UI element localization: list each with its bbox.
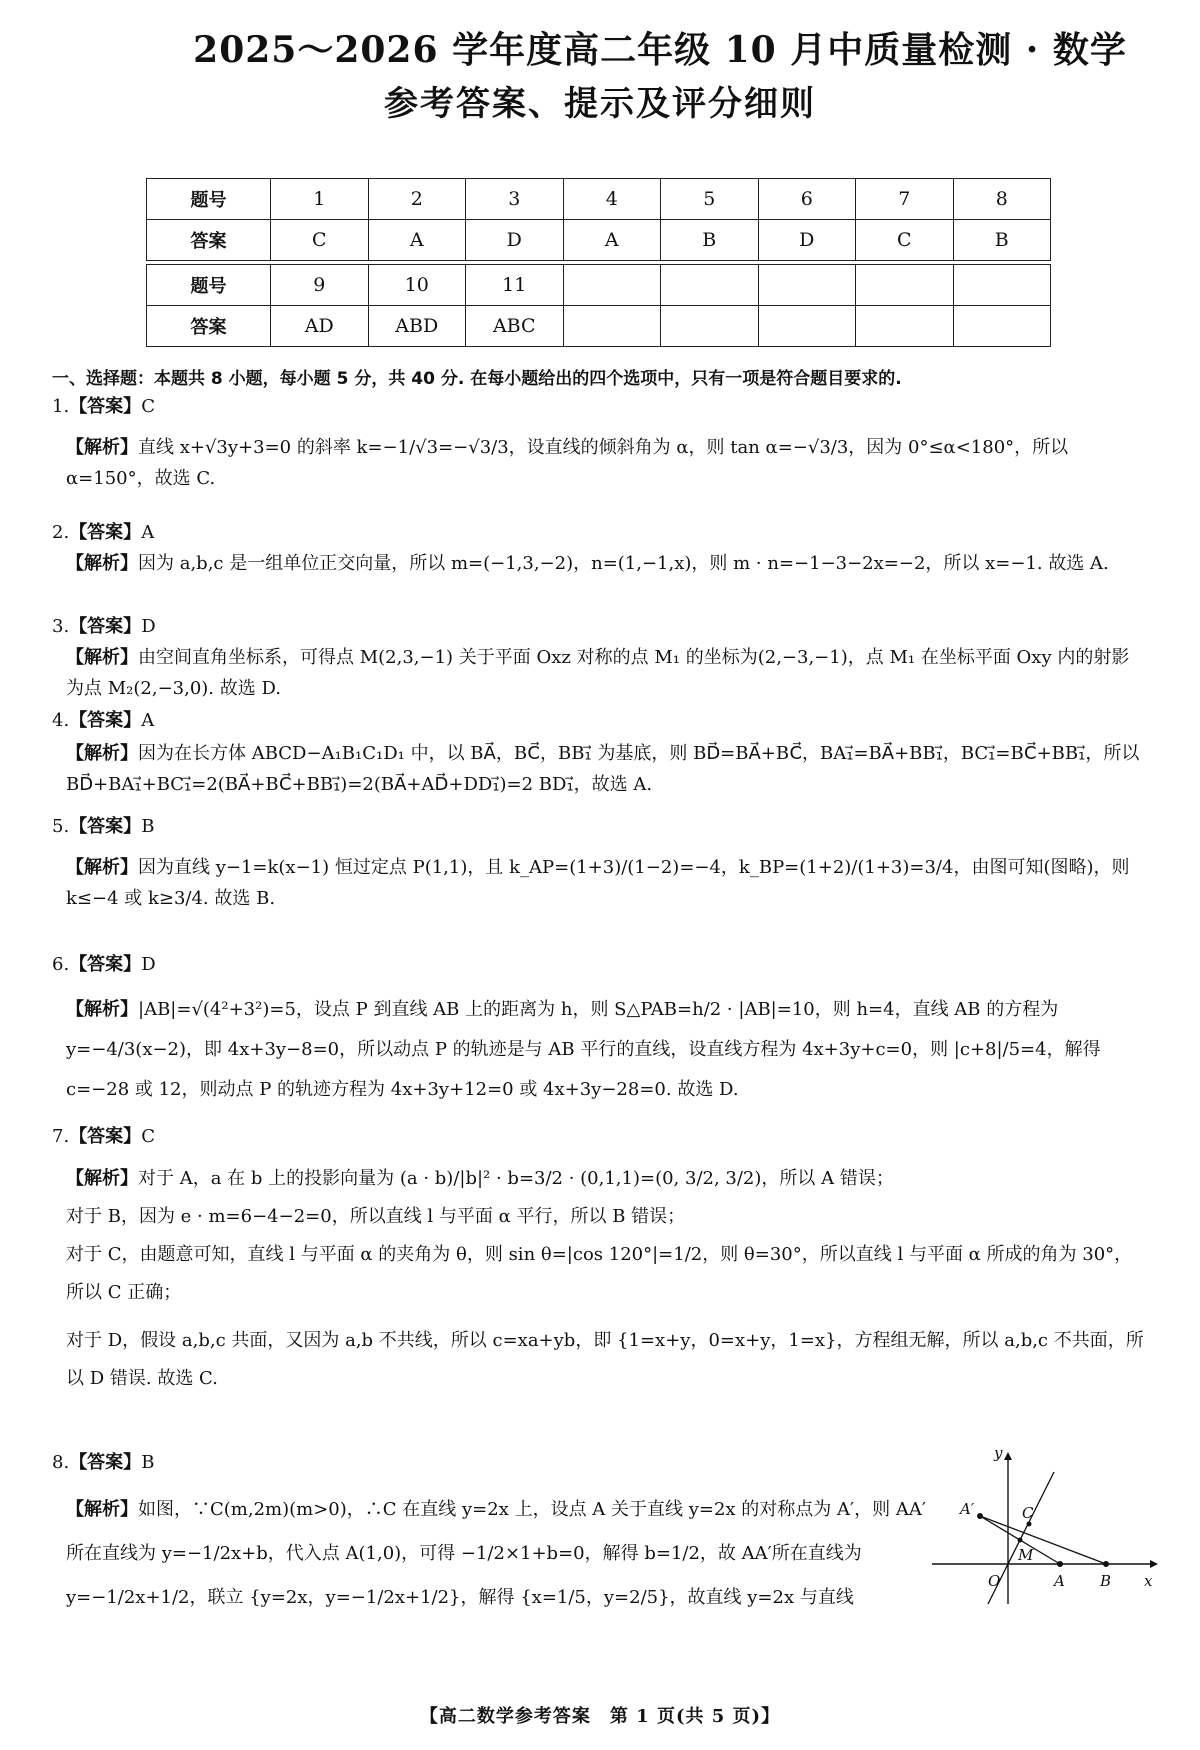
question-number: 1: [271, 179, 369, 220]
label-x: x: [1144, 1572, 1153, 1590]
answer-cell: ABD: [368, 306, 466, 347]
answer-cell: ABC: [466, 306, 564, 347]
answer-line-q4: 4.【答案】A: [52, 710, 155, 731]
section-title: 一、选择题：本题共 8 小题，每小题 5 分，共 40 分. 在每小题给出的四个选项中，只有一项是符合题目要求的.: [52, 369, 902, 389]
question-number: [856, 265, 954, 306]
answer-line-q3: 3.【答案】D: [52, 616, 156, 637]
analysis-q7: 【解析】对于 A，a 在 b 上的投影向量为 (a · b)/|b|² · b=3/2 · (0,1,1)=(0, 3/2, 3/2)，所以 A 错误； 对于 B，因为 e · m=6−4−2=0，所以直线 l 与平面 α 平行，所以 B 错误； 对于 C，由题意可知，直线 l 与平面 α 的夹角为 θ，则 sin θ=|cos 120°|=1/2，则 θ=30°，所以直线 l 与平面 α 所成的角为 30°，所以 C 正确； 对于 D，假设 a,b,c 共面，又因为 a,b 不共线，所以 c=xa+yb，即 {1=x+y，0=x+y，1=x}，方程组无解，所以 a,b,c 不共面，所以 D 错误. 故选 C.: [66, 1168, 1144, 1389]
y-axis-arrow-icon: [1004, 1452, 1012, 1460]
question-number: 8: [953, 179, 1051, 220]
answer-cell: [758, 306, 856, 347]
answer-cell: AD: [271, 306, 369, 347]
answer-cell: [856, 306, 954, 347]
row-label-number: 题号: [147, 179, 271, 220]
question-number: 2: [368, 179, 466, 220]
answer-cell: [563, 306, 661, 347]
label-m: M: [1018, 1546, 1034, 1564]
question-number: [953, 265, 1051, 306]
question-number: 7: [856, 179, 954, 220]
question-number: [758, 265, 856, 306]
answer-cell: D: [758, 220, 856, 261]
answer-cell: C: [856, 220, 954, 261]
analysis-q2: 【解析】因为 a,b,c 是一组单位正交向量，所以 m=(−1,3,−2)，n=(1,−1,x)，则 m · n=−1−3−2x=−2，所以 x=−1. 故选 A.: [66, 553, 1109, 574]
label-a-prime: A′: [960, 1500, 975, 1518]
x-axis-arrow-icon: [1150, 1560, 1158, 1568]
row-label-answer: 答案: [147, 220, 271, 261]
analysis-q3: 【解析】由空间直角坐标系，可得点 M(2,3,−1) 关于平面 Oxz 对称的点 M₁ 的坐标为(2,−3,−1)，点 M₁ 在坐标平面 Oxy 内的射影为点 M₂(2,−3,0). 故选 D.: [66, 647, 1130, 699]
table-row-answers: [147, 306, 1051, 347]
coordinate-figure: [928, 1446, 1158, 1606]
label-a: A: [1054, 1572, 1065, 1590]
answer-cell: D: [466, 220, 564, 261]
answer-line-q6: 6.【答案】D: [52, 954, 156, 975]
label-b: B: [1100, 1572, 1112, 1590]
answer-cell: [661, 306, 759, 347]
page-subtitle: 参考答案、提示及评分细则: [384, 84, 816, 124]
answer-line-q2: 2.【答案】A: [52, 522, 155, 543]
row-label-number: 题号: [147, 265, 271, 306]
label-y: y: [994, 1446, 1003, 1462]
answer-cell: B: [661, 220, 759, 261]
answer-line-q5: 5.【答案】B: [52, 816, 155, 837]
question-number: 9: [271, 265, 369, 306]
line-a-prime-b: [980, 1516, 1106, 1564]
question-number: [661, 265, 759, 306]
answer-table-part1: [146, 178, 1051, 261]
question-number: [563, 265, 661, 306]
answer-line-q8: 8.【答案】B: [52, 1452, 155, 1473]
answer-table-part2: [146, 264, 1051, 347]
row-label-answer: 答案: [147, 306, 271, 347]
question-number: 5: [661, 179, 759, 220]
point-b: [1103, 1561, 1109, 1567]
point-c: [1027, 1522, 1032, 1527]
answer-line-q1: 1.【答案】C: [52, 396, 155, 417]
answer-line-q7: 7.【答案】C: [52, 1126, 155, 1147]
analysis-q5: 【解析】因为直线 y−1=k(x−1) 恒过定点 P(1,1)，且 k_AP=(1+3)/(1−2)=−4，k_BP=(1+2)/(1+3)=3/4，由图可知(图略)，则 k≤−4 或 k≥3/4. 故选 B.: [66, 857, 1130, 909]
analysis-q1: 【解析】直线 x+√3y+3=0 的斜率 k=−1/√3=−√3/3，设直线的倾斜角为 α，则 tan α=−√3/3，因为 0°≤α<180°，所以 α=150°，故选 C.: [66, 437, 1069, 489]
question-number: 6: [758, 179, 856, 220]
answer-cell: A: [563, 220, 661, 261]
analysis-q8: 【解析】如图，∵C(m,2m)(m>0)，∴C 在直线 y=2x 上，设点 A 关于直线 y=2x 的对称点为 A′，则 AA′所在直线为 y=−1/2x+b，代入点 A(1,0)，可得 −1/2×1+b=0，解得 b=1/2，故 AA′所在直线为 y=−1/2x+1/2，联立 {y=2x，y=−1/2x+1/2}，解得 {x=1/5，y=2/5}，故直线 y=2x 与直线: [66, 1499, 926, 1608]
page-title: 2025～2026 学年度高二年级 10 月中质量检测 · 数学: [193, 29, 1127, 71]
point-m: [1018, 1538, 1023, 1543]
point-a-prime: [977, 1513, 983, 1519]
page-footer: 【高二数学参考答案 第 1 页(共 5 页)】: [419, 1706, 781, 1727]
analysis-q4: 【解析】因为在长方体 ABCD−A₁B₁C₁D₁ 中，以 BA⃗，BC⃗，BB₁⃗ 为基底，则 BD⃗=BA⃗+BC⃗，BA₁⃗=BA⃗+BB₁⃗，BC₁⃗=BC⃗+BB₁⃗，所以 BD⃗+BA₁⃗+BC₁⃗=2(BA⃗+BC⃗+BB₁⃗)=2(BA⃗+AD⃗+DD₁⃗)=2 BD₁⃗，故选 A.: [66, 743, 1140, 795]
table-row-numbers: [147, 265, 1051, 306]
table-row-answers: [147, 220, 1051, 261]
question-number: 10: [368, 265, 466, 306]
label-c: C: [1022, 1504, 1034, 1522]
label-o: O: [988, 1572, 1001, 1590]
answer-cell: B: [953, 220, 1051, 261]
point-a: [1057, 1561, 1063, 1567]
table-row-numbers: [147, 179, 1051, 220]
question-number: 11: [466, 265, 564, 306]
analysis-q6: 【解析】|AB|=√(4²+3²)=5，设点 P 到直线 AB 上的距离为 h，则 S△PAB=h/2 · |AB|=10，则 h=4，直线 AB 的方程为 y=−4/3(x−2)，即 4x+3y−8=0，所以动点 P 的轨迹是与 AB 平行的直线，设直线方程为 4x+3y+c=0，则 |c+8|/5=4，解得 c=−28 或 12，则动点 P 的轨迹方程为 4x+3y+12=0 或 4x+3y−28=0. 故选 D.: [66, 999, 1101, 1100]
question-number: 3: [466, 179, 564, 220]
question-number: 4: [563, 179, 661, 220]
answer-cell: [953, 306, 1051, 347]
answer-cell: C: [271, 220, 369, 261]
answer-cell: A: [368, 220, 466, 261]
